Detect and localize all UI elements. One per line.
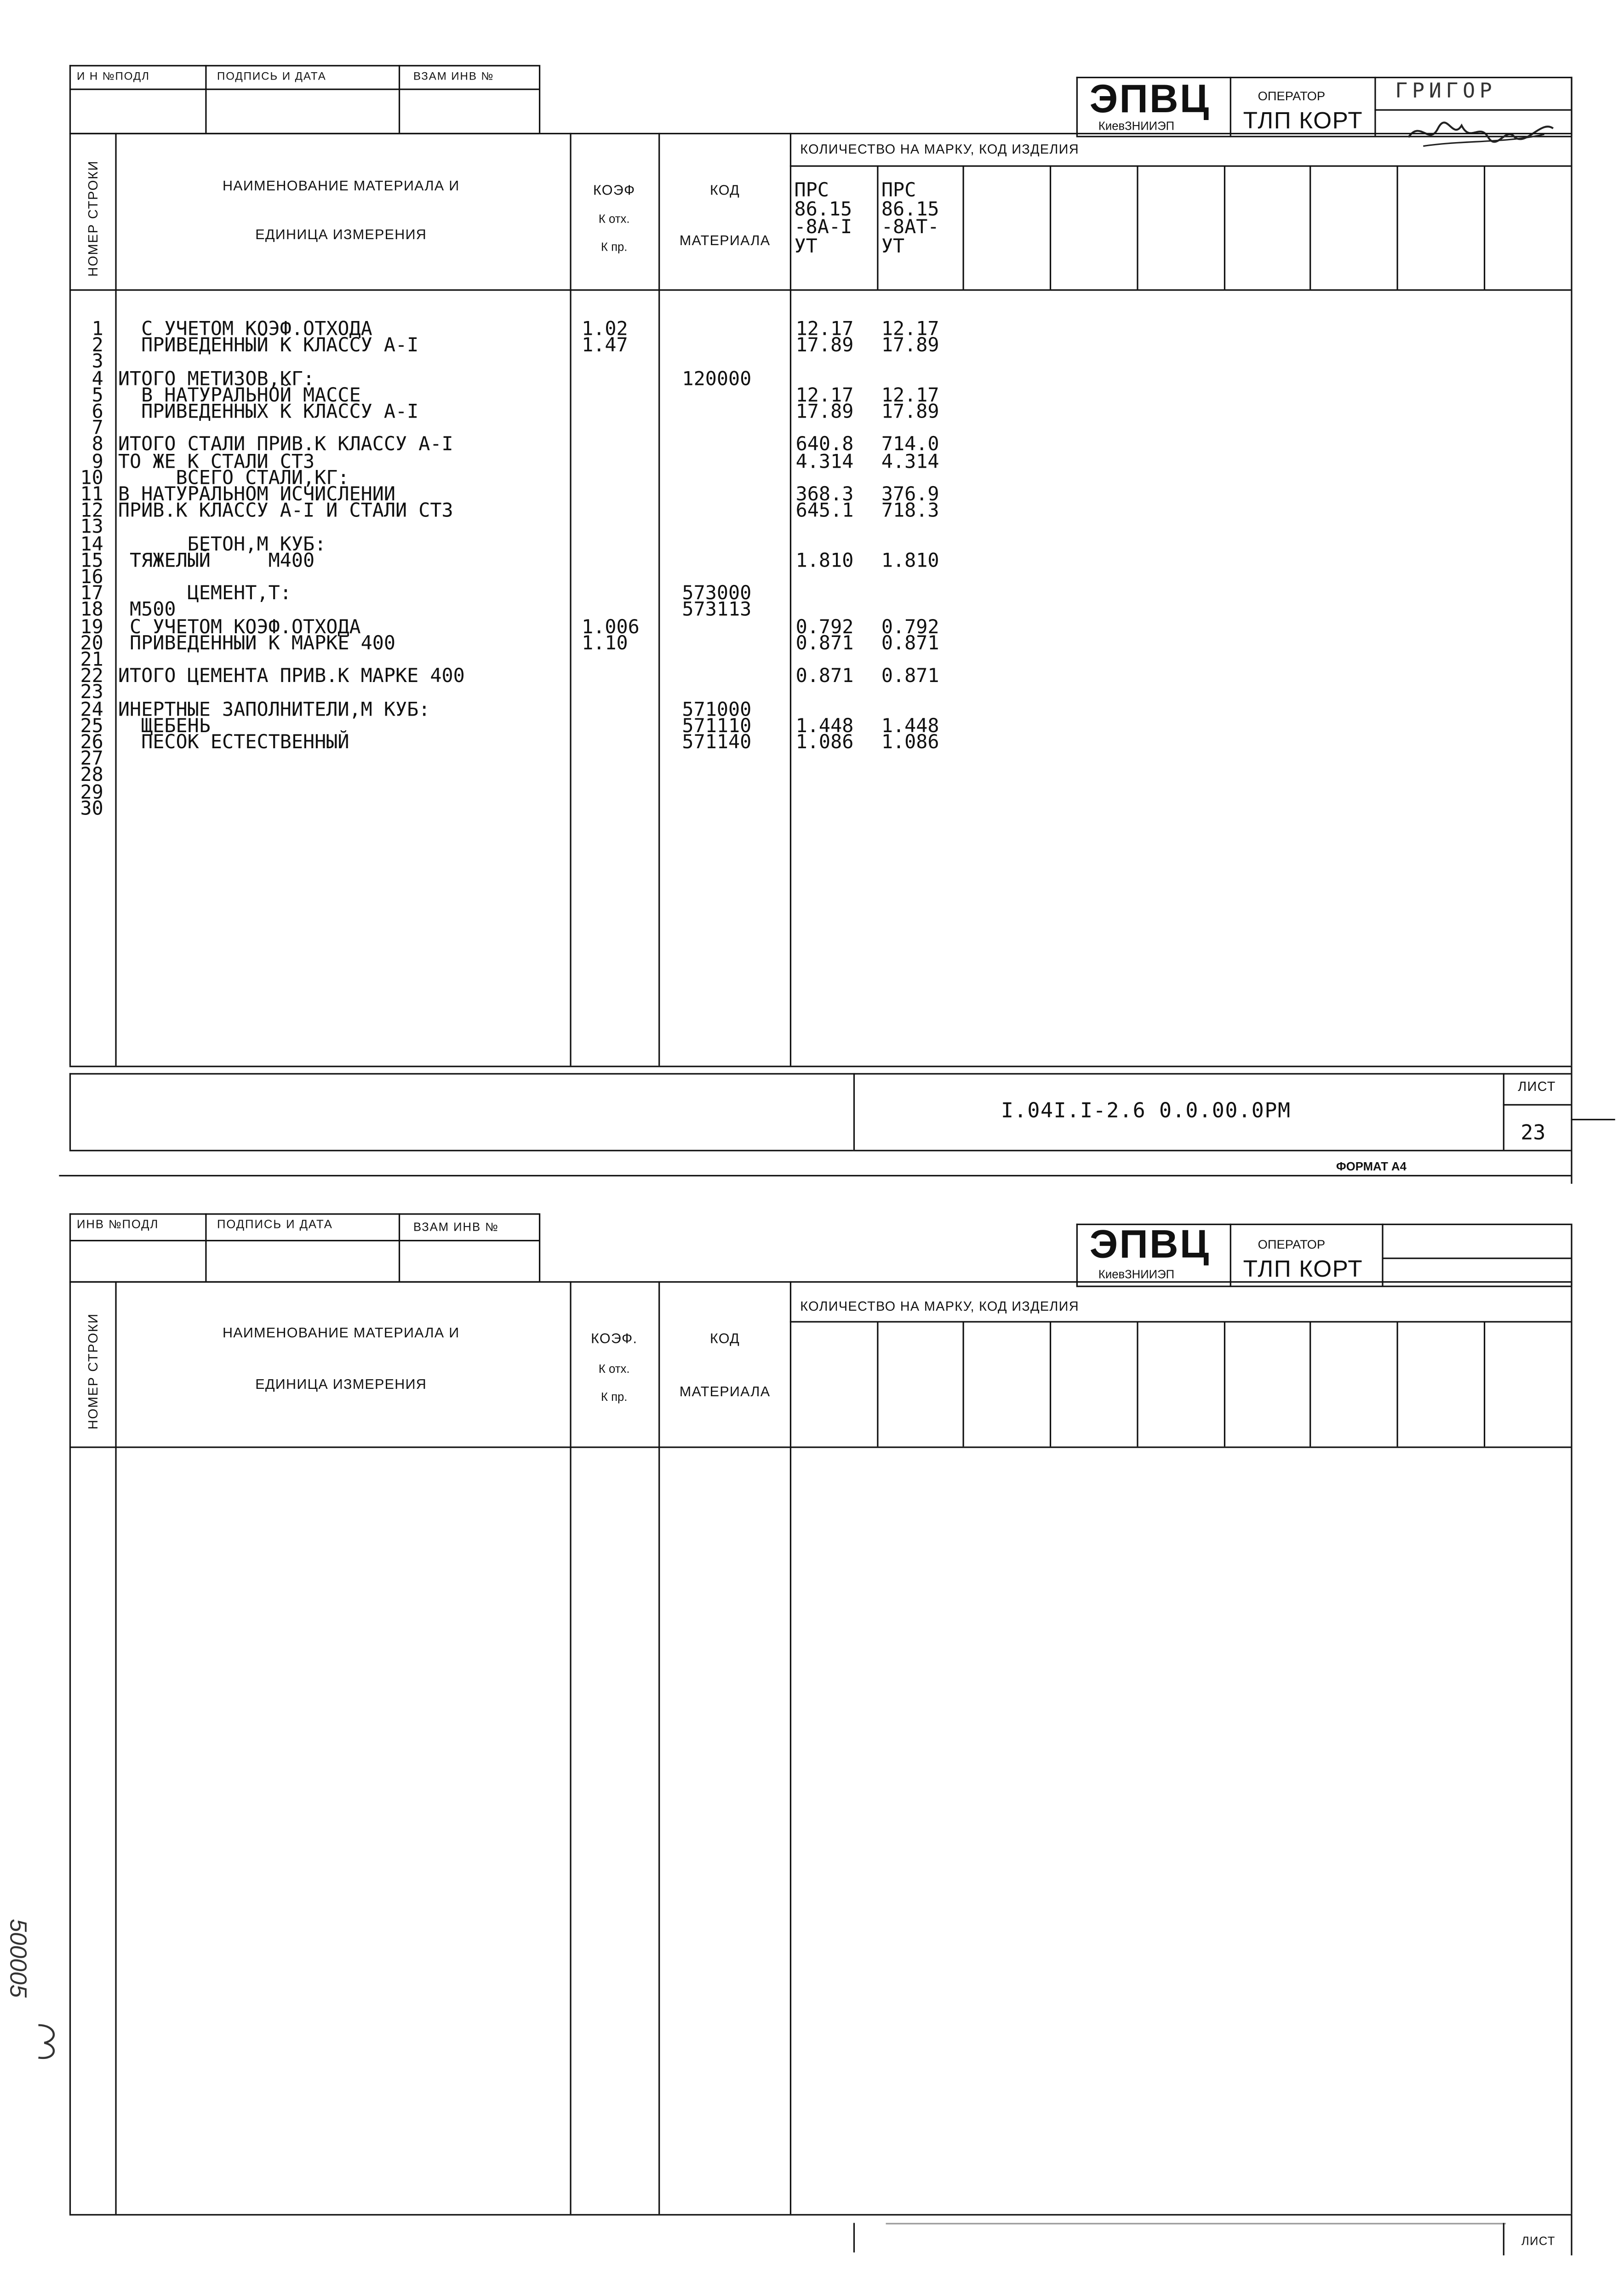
row-number: 4: [91, 368, 103, 391]
row-code: 571140: [682, 732, 752, 755]
operator-label: ОПЕРАТОР: [1258, 88, 1326, 103]
row-name: ИТОГО МЕТИЗОВ,КГ:: [118, 368, 315, 391]
row-qty-mark-2: 1.810: [881, 550, 939, 573]
row-qty-mark-1: 12.17: [795, 385, 854, 407]
row-qty-mark-2: 0.871: [881, 666, 939, 688]
row-number: 26: [80, 732, 103, 755]
row-number: 9: [91, 451, 103, 473]
org-subtitle: КиевЗНИИЭП: [1098, 1267, 1175, 1281]
mark-1-header: ПРС 86.15 -8А-I УТ: [794, 180, 852, 258]
row-qty-mark-1: 17.89: [795, 401, 854, 424]
row-name: ПЕСОК ЕСТЕСТВЕННЫЙ: [118, 732, 349, 755]
header-coef-reduced: К пр.: [600, 1390, 628, 1404]
sheet-number: 23: [1521, 1122, 1546, 1146]
row-number: 28: [80, 765, 103, 787]
row-qty-mark-2: 12.17: [881, 319, 939, 341]
row-code: 120000: [682, 368, 752, 391]
row-name: В НАТУРАЛЬНОМ ИСЧИСЛЕНИИ: [118, 484, 396, 506]
row-number: 19: [80, 616, 103, 639]
header-row-number: НОМЕР СТРОКИ: [86, 1313, 101, 1430]
stamp-sign-label: ПОДПИСЬ И ДАТА: [217, 69, 326, 83]
row-number: 16: [80, 567, 103, 589]
row-number: 18: [80, 600, 103, 622]
stamp-inv-label: И Н №ПОДЛ: [76, 69, 150, 83]
row-qty-mark-1: 12.17: [795, 319, 854, 341]
header-coef-waste: К отх.: [598, 212, 630, 226]
row-number: 24: [80, 699, 103, 722]
row-qty-mark-2: 17.89: [881, 401, 939, 424]
row-number: 8: [91, 434, 103, 457]
header-quantity: КОЛИЧЕСТВО НА МАРКУ, КОД ИЗДЕЛИЯ: [800, 142, 1079, 157]
row-name: ТЯЖЕЛЫЙ М400: [118, 550, 315, 573]
row-number: 11: [80, 484, 103, 506]
row-number: 29: [80, 781, 103, 804]
operator-system: ТЛП КОРТ: [1243, 1257, 1363, 1283]
mark-2-header: ПРС 86.15 -8АТ- УТ: [881, 180, 939, 258]
header-row-number: НОМЕР СТРОКИ: [86, 160, 101, 277]
row-name: ИТОГО СТАЛИ ПРИВ.К КЛАССУ А-I: [118, 434, 453, 457]
row-qty-mark-2: 718.3: [881, 500, 939, 523]
operator-label: ОПЕРАТОР: [1258, 1237, 1326, 1252]
header-code: КОД: [710, 1331, 740, 1348]
row-number: 12: [80, 500, 103, 523]
row-number: 1: [91, 319, 103, 341]
header-code: КОД: [710, 183, 740, 200]
row-number: 20: [80, 633, 103, 655]
row-code: 573000: [682, 583, 752, 606]
row-number: 25: [80, 715, 103, 738]
row-qty-mark-2: 17.89: [881, 335, 939, 358]
header-name-1: НАИМЕНОВАНИЕ МАТЕРИАЛА И: [222, 1325, 460, 1342]
header-name-1: НАИМЕНОВАНИЕ МАТЕРИАЛА И: [222, 178, 460, 195]
header-material: МАТЕРИАЛА: [679, 1384, 771, 1401]
row-name: В НАТУРАЛЬНОЙ МАССЕ: [118, 385, 361, 407]
row-name: ЦЕМЕНТ,Т:: [118, 583, 292, 606]
row-number: 2: [91, 335, 103, 358]
header-coef: КОЭФ.: [591, 1331, 638, 1348]
header-quantity: КОЛИЧЕСТВО НА МАРКУ, КОД ИЗДЕЛИЯ: [800, 1299, 1079, 1314]
row-qty-mark-1: 1.810: [795, 550, 854, 573]
document-code: I.04I.I-2.6 0.0.00.0РМ: [1001, 1100, 1291, 1124]
row-number: 17: [80, 583, 103, 606]
row-qty-mark-2: 1.448: [881, 715, 939, 738]
row-qty-mark-1: 0.871: [795, 666, 854, 688]
row-name: М500: [118, 600, 176, 622]
row-qty-mark-1: 645.1: [795, 500, 854, 523]
row-name: ТО ЖЕ К СТАЛИ СТ3: [118, 451, 315, 473]
row-number: 30: [80, 798, 103, 820]
row-name: ПРИВ.К КЛАССУ А-I И СТАЛИ СТ3: [118, 500, 453, 523]
row-number: 3: [91, 352, 103, 374]
row-qty-mark-2: 376.9: [881, 484, 939, 506]
row-qty-mark-2: 0.871: [881, 633, 939, 655]
operator-system: ТЛП КОРТ: [1243, 109, 1363, 135]
sheet-label: ЛИСТ: [1518, 1079, 1556, 1094]
row-name: С УЧЕТОМ КОЭФ.ОТХОДА: [118, 616, 361, 639]
operator-name: ГРИГОР: [1395, 80, 1497, 103]
row-qty-mark-1: 17.89: [795, 335, 854, 358]
row-qty-mark-1: 4.314: [795, 451, 854, 473]
row-coef: 1.47: [582, 335, 628, 358]
row-name: ПРИВЕДЕННЫЙ К КЛАССУ А-I: [118, 335, 419, 358]
row-qty-mark-2: 1.086: [881, 732, 939, 755]
org-name: ЭПВЦ: [1089, 1222, 1211, 1267]
row-number: 7: [91, 418, 103, 441]
row-code: 573113: [682, 600, 752, 622]
margin-mark-icon: [33, 2019, 65, 2064]
row-number: 21: [80, 649, 103, 672]
row-code: 571000: [682, 699, 752, 722]
row-name: С УЧЕТОМ КОЭФ.ОТХОДА: [118, 319, 372, 341]
header-coef-waste: К отх.: [598, 1362, 630, 1376]
row-qty-mark-2: 0.792: [881, 616, 939, 639]
row-number: 14: [80, 533, 103, 556]
row-name: ВСЕГО СТАЛИ,КГ:: [118, 467, 349, 490]
stamp-vzam-label: ВЗАМ ИНВ №: [413, 1221, 499, 1234]
row-qty-mark-2: 714.0: [881, 434, 939, 457]
row-number: 22: [80, 666, 103, 688]
header-name-2: ЕДИНИЦА ИЗМЕРЕНИЯ: [255, 1377, 427, 1393]
row-qty-mark-2: 12.17: [881, 385, 939, 407]
row-name: ЩЕБЕНЬ: [118, 715, 211, 738]
header-name-2: ЕДИНИЦА ИЗМЕРЕНИЯ: [255, 227, 427, 244]
row-qty-mark-2: 4.314: [881, 451, 939, 473]
stamp-vzam-label: ВЗАМ ИНВ №: [413, 69, 494, 83]
row-code: 571110: [682, 715, 752, 738]
row-qty-mark-1: 640.8: [795, 434, 854, 457]
header-coef: КОЭФ: [593, 183, 635, 200]
row-number: 5: [91, 385, 103, 407]
row-coef: 1.10: [582, 633, 628, 655]
stamp-inv-label: ИНВ №ПОДЛ: [76, 1217, 159, 1231]
row-number: 13: [80, 517, 103, 539]
org-name: ЭПВЦ: [1089, 76, 1211, 121]
format-label: ФОРМАТ А4: [1336, 1160, 1407, 1174]
row-qty-mark-1: 1.448: [795, 715, 854, 738]
row-name: ПРИВЕДЕННЫЙ К МАРКЕ 400: [118, 633, 396, 655]
row-coef: 1.006: [582, 616, 640, 639]
header-coef-reduced: К пр.: [600, 241, 628, 254]
row-qty-mark-1: 0.871: [795, 633, 854, 655]
row-number: 15: [80, 550, 103, 573]
row-number: 10: [80, 467, 103, 490]
row-coef: 1.02: [582, 319, 628, 341]
row-qty-mark-1: 1.086: [795, 732, 854, 755]
row-name: БЕТОН,М КУБ:: [118, 533, 326, 556]
row-name: ИНЕРТНЫЕ ЗАПОЛНИТЕЛИ,М КУБ:: [118, 699, 430, 722]
header-material: МАТЕРИАЛА: [679, 233, 771, 250]
sheet-label: ЛИСТ: [1521, 2235, 1555, 2248]
row-number: 23: [80, 682, 103, 705]
row-number: 27: [80, 748, 103, 771]
row-qty-mark-1: 368.3: [795, 484, 854, 506]
row-name: ПРИВЕДЕННЫХ К КЛАССУ А-I: [118, 401, 419, 424]
row-qty-mark-1: 0.792: [795, 616, 854, 639]
row-name: ИТОГО ЦЕМЕНТА ПРИВ.К МАРКЕ 400: [118, 666, 465, 688]
stamp-sign-label: ПОДПИСЬ И ДАТА: [217, 1217, 333, 1231]
margin-note: 500005: [4, 1919, 30, 1998]
row-number: 6: [91, 401, 103, 424]
org-subtitle: КиевЗНИИЭП: [1098, 119, 1175, 133]
